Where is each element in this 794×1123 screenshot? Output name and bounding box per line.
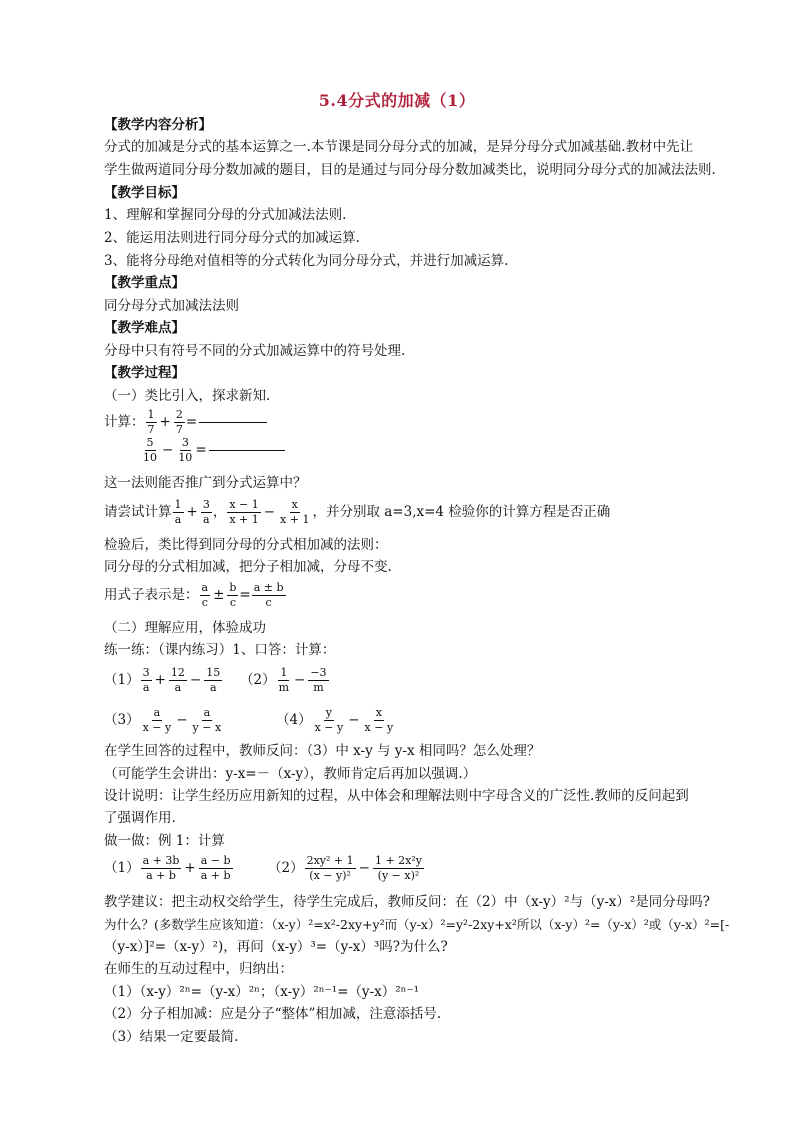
answer-blank bbox=[199, 422, 267, 423]
fraction: $\frac{\text{1 + 2x²y}}{\text{(y − x)²}}$ bbox=[374, 853, 422, 882]
fraction: $\frac{a}{y - x}$ bbox=[192, 705, 222, 734]
goal-item: 1、理解和掌握同分母的分式加减法法则. bbox=[104, 207, 347, 223]
fraction: $\frac{3}{a}$ bbox=[202, 497, 210, 526]
design-note-line: 设计说明：让学生经历应用新知的过程，从中体会和理解法则中字母含义的广泛性.教师的反问起到 bbox=[104, 788, 689, 804]
difficulty-text: 分母中只有符号不同的分式加减运算中的符号处理. bbox=[104, 343, 406, 359]
fraction: 3 a bbox=[142, 665, 150, 694]
fraction: $\frac{15}{a}$ bbox=[206, 665, 221, 694]
fraction: 5 10 bbox=[143, 435, 157, 464]
section-heading-content-analysis: 【教学内容分析】 bbox=[104, 117, 212, 133]
fraction: 1 m bbox=[278, 665, 290, 694]
fraction: $\frac{x}{x - y}$ bbox=[364, 705, 394, 734]
fraction: $\frac{12}{a}$ bbox=[170, 665, 185, 694]
summary-intro: 在师生的互动过程中，归纳出： bbox=[104, 961, 293, 977]
fraction: x − 1 x + 1 bbox=[229, 497, 259, 526]
teaching-suggestion-line: 教学建议：把主动权交给学生，待学生完成后，教师反问：在（2）中（x-y）²与（y-x）²是同分母吗? bbox=[104, 894, 711, 910]
fraction: $\frac{b}{c}$ bbox=[229, 580, 237, 609]
goal-item: 3、能将分母绝对值相等的分式转化为同分母分式，并进行加减运算. bbox=[104, 253, 509, 269]
fraction: 1 7 bbox=[147, 407, 155, 436]
fraction: 1 a bbox=[174, 497, 182, 526]
example-heading: 做一做：例 1：计算 bbox=[104, 833, 225, 849]
paragraph-line: 学生做两道同分母分数加减的题目，目的是通过与同分母分数加减类比，说明同分母分式的加减法法则. bbox=[104, 162, 716, 178]
paragraph-line: 检验后，类比得到同分母的分式相加减的法则： bbox=[104, 537, 388, 553]
answer-blank bbox=[209, 450, 285, 451]
fraction: $\frac{-3}{m}$ bbox=[310, 665, 327, 694]
fraction: $\frac{3}{10}$ bbox=[178, 435, 193, 464]
summary-item: （3）结果一定要最简. bbox=[104, 1029, 239, 1045]
calc-label: 计算： bbox=[104, 414, 145, 430]
paragraph-line: 分式的加减是分式的基本运算之一.本节课是同分母分式的加减，是异分母分式加减基础.教材中先让 bbox=[104, 139, 694, 155]
part-one-heading: （一）类比引入，探求新知. bbox=[104, 388, 271, 404]
part-two-heading: （二）理解应用，体验成功 bbox=[104, 620, 266, 636]
section-heading-goals: 【教学目标】 bbox=[104, 185, 185, 201]
fraction: y x − y bbox=[314, 705, 344, 734]
section-heading-process: 【教学过程】 bbox=[104, 365, 185, 381]
exercise-4: （4） y x − y − $\frac{x}{x - y}$ bbox=[276, 705, 394, 734]
question-text: 这一法则能否推广到分式运算中？ bbox=[104, 475, 307, 491]
key-point-text: 同分母分式加减法法则 bbox=[104, 298, 239, 314]
rule-text: 同分母的分式相加减，把分子相加减，分母不变. bbox=[104, 559, 392, 575]
try-line: 请尝试计算 1 a + $\frac{3}{a}$ ， x − 1 x + 1 − $\frac{x}{x + 1}$ ，并分别取 a=3,x=4 检验你的计算方程是否正确 bbox=[104, 497, 611, 526]
calc-line-2: 5 10 − $\frac{3}{10}$ = bbox=[140, 432, 285, 468]
fraction: $\frac{a \pm b}{c}$ bbox=[253, 580, 284, 609]
fraction: $\frac{a - b}{a + b}$ bbox=[200, 853, 231, 882]
exercise-2: （2） 1 m − $\frac{-3}{m}$ bbox=[240, 665, 327, 694]
page-title: 5.4分式的加减（1） bbox=[318, 91, 476, 110]
exercise-1: （1） 3 a + $\frac{12}{a}$ − $\frac{15}{a}$ bbox=[104, 665, 221, 694]
exercise-3: （3） a x − y − $\frac{a}{y - x}$ bbox=[104, 705, 222, 734]
formula-line: 用式子表示是： a c ± $\frac{b}{c}$ = $\frac{a \pm b}{c}$ bbox=[104, 580, 284, 609]
fraction: 2xy² + 1 (x − y)² bbox=[306, 853, 354, 882]
design-note-line: 了强调作用. bbox=[104, 810, 176, 826]
goal-item: 2、能运用法则进行同分母分式的加减运算. bbox=[104, 230, 360, 246]
teaching-suggestion-line: 为什么？(多数学生应该知道：（x-y）²=x²-2xy+y²而（y-x）²=y²-2xy+x²所以（x-y）²=（y-x）²或（y-x）²=[- bbox=[104, 917, 730, 932]
fraction: a x − y bbox=[142, 705, 172, 734]
section-heading-key-point: 【教学重点】 bbox=[104, 275, 185, 291]
fraction: a + 3b a + b bbox=[142, 853, 180, 882]
section-heading-difficulty: 【教学难点】 bbox=[104, 320, 185, 336]
summary-item: （1）（x-y）²ⁿ=（y-x）²ⁿ；（x-y）²ⁿ⁻¹=（y-x）²ⁿ⁻¹ bbox=[104, 984, 420, 1000]
fraction: a c bbox=[201, 580, 209, 609]
summary-item: （2）分子相加减：应是分子“整体”相加减，注意添括号. bbox=[104, 1006, 442, 1022]
example-2: （2） 2xy² + 1 (x − y)² − $\frac{\text{1 + 2x²y}}{\text{(y − x)²}}$ bbox=[268, 853, 422, 882]
student-response-note: （可能学生会讲出：y-x=－（x-y），教师肯定后再加以强调.） bbox=[104, 766, 477, 782]
fraction: $\frac{x}{x + 1}$ bbox=[280, 497, 310, 526]
fraction: $\frac{2}{7}$ bbox=[175, 407, 183, 436]
example-1: （1） a + 3b a + b + $\frac{a - b}{a + b}$ bbox=[104, 853, 231, 882]
teacher-question: 在学生回答的过程中，教师反问：（3）中 x-y 与 y-x 相同吗？怎么处理？ bbox=[104, 743, 541, 759]
calc-line-1: 计算： 1 7 + $\frac{2}{7}$ = bbox=[104, 404, 267, 440]
practice-heading: 练一练：（课内练习）1、口答：计算： bbox=[104, 642, 336, 658]
teaching-suggestion-line: （y-x）]²=（x-y）²)，再问（x-y）³=（y-x）³吗?为什么? bbox=[104, 939, 448, 955]
